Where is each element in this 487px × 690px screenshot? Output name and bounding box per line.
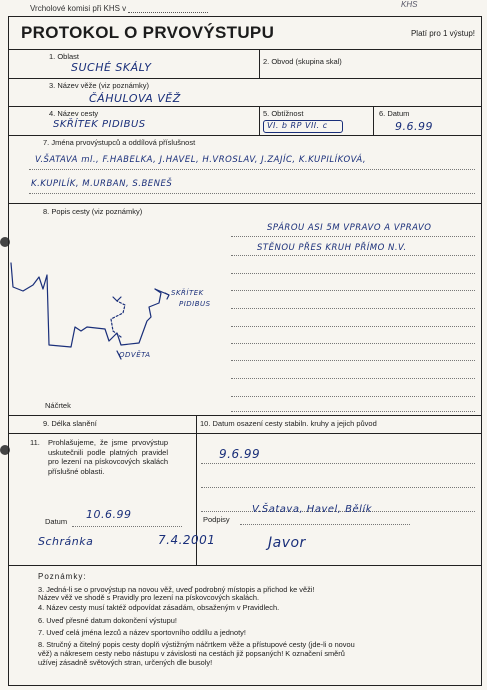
page-title: PROTOKOL O PRVOVÝSTUPU [21, 23, 275, 42]
district-label: 2. Obvod (skupina skal) [263, 57, 342, 66]
note-item: 6. Uveď přesné datum dokončení výstupu! [38, 616, 177, 625]
notes-title: Poznámky: [38, 572, 87, 581]
tower-value: ČÁHULOVA VĚŽ [89, 92, 181, 105]
date2-label: Datum [45, 517, 68, 526]
bolts-value: 9.6.99 [219, 447, 261, 461]
received-signature: Javor [268, 535, 306, 551]
declaration-number: 11. [30, 438, 40, 447]
bolts-label: 10. Datum osazení cesty stabiln. kruhy a jejich původ [200, 419, 377, 428]
note-item: 7. Uveď celá jména lezců a název sportovního oddílu a jednoty! [38, 628, 246, 637]
signatures-value: V.Šatava, Havel, Bělík [252, 504, 373, 515]
description-line-2: STĚNOU PŘES KRUH PŘÍMO N.V. [257, 243, 407, 253]
note-item: užívej zásadně světových stran, určených dle busoly! [38, 658, 213, 667]
sketch-label: Náčrtek [45, 401, 71, 410]
sketch-route-label-1: SKŘÍTEK [171, 289, 204, 297]
commission-blank [128, 5, 208, 13]
route-sketch [9, 247, 219, 377]
route-name-label: 4. Název cesty [49, 109, 99, 118]
date-value: 9.6.99 [395, 120, 433, 133]
validity-note: Platí pro 1 výstup! [410, 29, 475, 38]
sketch-route-label-2: PIDIBUS [179, 300, 211, 308]
climbers-line-2: K.KUPILÍK, M.URBAN, S.BENEŠ [31, 179, 173, 189]
note-item: 8. Stručný a čitelný popis cesty doplň výstižným náčrtkem věže a přístupové cesty (jde-li o novou [38, 640, 355, 649]
note-item: 4. Název cesty musí taktéž odpovídat zásadám, obsaženým v Pravidlech. [38, 603, 280, 612]
route-name-value: SKŘÍTEK PIDIBUS [53, 119, 146, 130]
commission-line [30, 4, 208, 13]
commission-text: Vrcholové komisi při KHS v [30, 4, 127, 13]
tower-label: 3. Název věže (viz poznámky) [49, 81, 150, 90]
climbers-line-1: V.ŠATAVA ml., F.HABELKA, J.HAVEL, H.VROSLAV, J.ZAJÍC, K.KUPILÍKOVÁ, [35, 155, 367, 165]
area-label: 1. Oblast [49, 52, 80, 61]
difficulty-label: 5. Obtížnost [263, 109, 304, 118]
difficulty-value: VI. b RP VII. c [267, 121, 328, 130]
note-item: Název věž ve shodě s Pravidly pro lezení na pískovcových skalách. [38, 593, 260, 602]
declaration-text: Prohlašujeme, že jsme prvovýstup uskutečnili podle platných pravidel pro lezení na pískovcových skalách příslušné oblasti. [48, 438, 168, 476]
handwritten-mark: KHS [401, 0, 418, 9]
received-place: Schránka [38, 535, 94, 548]
sketch-start-label: ODVĚTA [119, 351, 151, 359]
note-item: 3. Jedná-li se o prvovýstup na novou věž, uveď podrobný místopis a přichod ke věži! [38, 585, 315, 594]
note-item: věž) a nákresem cesty nebo nástupu v závislosti na cestách již popsaných! K označení směrů [38, 649, 345, 658]
date2-value: 10.6.99 [86, 508, 132, 521]
description-line-1: SPÁROU ASI 5M VPRAVO A VPRAVO [267, 223, 432, 233]
area-value: SUCHÉ SKÁLY [71, 61, 152, 74]
description-label: 8. Popis cesty (viz poznámky) [43, 207, 143, 216]
signatures-label: Podpisy [203, 515, 230, 524]
received-date: 7.4.2001 [158, 533, 216, 547]
date-label: 6. Datum [379, 109, 410, 118]
rappel-label: 9. Délka slanění [43, 419, 97, 428]
climbers-label: 7. Jména prvovýstupců a oddílová příslušnost [43, 138, 196, 147]
